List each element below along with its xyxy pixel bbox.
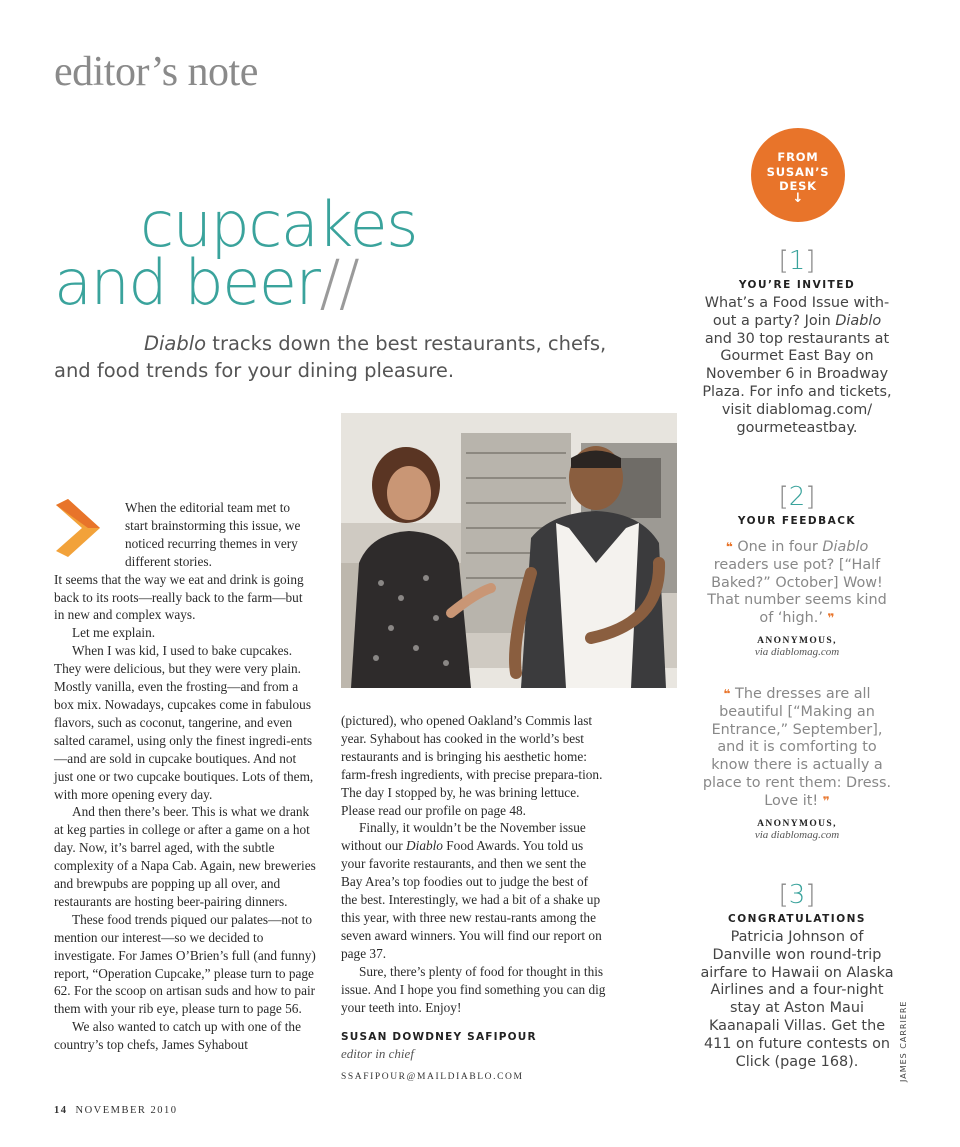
reader-quote-1: ❝ One in four Diablo readers use pot? [“Half Baked?” October] Wow! That number seems kind of ‘high.’ ❞ [707, 539, 887, 627]
sidebar-item-invited [700, 246, 894, 437]
article-lead: When the editorial team met to start brainstorming this issue, we noticed recurring themes in very different stories. [125, 500, 301, 569]
quote-attribution-name: ANONYMOUS, [757, 818, 837, 829]
article-column-1 [54, 499, 316, 1054]
deck-line-1: tracks down the best restaurants, chefs, [206, 332, 607, 355]
sidebar-number-value: 2 [788, 482, 806, 512]
signature-email: SSAFIPOUR@MAILDIABLO.COM [341, 1072, 524, 1082]
sidebar-heading: CONGRATULATIONS [728, 913, 866, 925]
headline-line-2: and beer [54, 246, 320, 319]
article-text: Food Awards. You told us your favorite restaurants, and then we sent the Bay Area’s top foodies out to judge the best of the best. Interestingly, we had a bit of a shake up this year, with three new restau-rants among the seven award winners. You will find our report on page 37. [341, 838, 602, 961]
deck [54, 330, 614, 384]
sidebar-number: [2] [778, 482, 816, 512]
article-paragraph: Sure, there’s plenty of food for thought in this issue. And I hope you find something you can dig your teeth into. Enjoy! [341, 963, 606, 1015]
article-paragraph [341, 819, 607, 962]
sidebar-text: Patricia Johnson of Danville won round-trip airfare to Hawaii on Alaska Airlines and a four-night stay at Aston Maui Kaanapali Villas. Get the 411 on future contests on Click (page 168). [700, 929, 894, 1070]
sidebar-heading: YOU’RE INVITED [738, 279, 856, 291]
sidebar-item-feedback [700, 482, 894, 841]
quote-attribution-source: via diablomag.com [754, 828, 840, 841]
signature-name: SUSAN DOWDNEY SAFIPOUR [341, 1031, 537, 1043]
article-paragraph: Let me explain. [72, 625, 156, 641]
photo-credit: JAMES CARRIERE [899, 1000, 908, 1082]
article-text: Finally, it wouldn’t be the November issue without our [341, 820, 586, 854]
article-paragraph: We also wanted to catch up with one of the country’s top chefs, James Syhabout [54, 1019, 301, 1053]
signature-title: editor in chief [341, 1046, 414, 1061]
badge-line-3: DESK [779, 179, 817, 193]
chef-photo [341, 413, 677, 688]
article-paragraph: When I was kid, I used to bake cupcakes. They were delicious, but they were very plain. Mostly vanilla, even the frosting—and from a box mix. Nowadays, cupcakes come in fabulous flavors, such as coconut, tangerine, and even salted caramel, using only the finest ingredi-ents—and are sold in cupcake boutiques. And not just one or two cupcake boutiques. Lots of them, with more opening every day. [54, 643, 314, 802]
article-column-2 [341, 712, 607, 1016]
deck-magazine-name: Diablo [144, 332, 207, 355]
sidebar-text: What’s a Food Issue with-out a party? Join Diablo and 30 top restaurants at Gourmet East Bay on November 6 in Broadway Plaza. For info and tickets, visit diablomag.com/ gourmeteastbay. [702, 295, 892, 436]
sidebar-number: [1] [778, 246, 816, 276]
folio [54, 1105, 178, 1116]
close-quote-icon: ❞ [822, 793, 830, 808]
down-arrow-icon: ↓ [792, 191, 804, 206]
issue-date: NOVEMBER 2010 [75, 1105, 178, 1116]
open-quote-icon: ❝ [723, 686, 731, 701]
sidebar-item-congratulations [700, 880, 894, 1071]
headline-line-1: cupcakes [140, 188, 417, 261]
quote-attribution-source: via diablomag.com [754, 645, 840, 658]
from-desk-badge [751, 128, 845, 222]
badge-line-1: FROM [777, 150, 819, 164]
deck-line-2: and food trends for your dining pleasure. [54, 359, 455, 382]
sidebar-number: [3] [778, 880, 816, 910]
article-paragraph: It seems that the way we eat and drink is going back to its roots—really back to the farm—but in new and complex ways. [54, 571, 304, 623]
sidebar-heading: YOUR FEEDBACK [737, 515, 857, 527]
page-number: 14 [54, 1105, 68, 1116]
badge-line-2: SUSAN’S [766, 164, 830, 179]
section-title: editor’s note [54, 49, 258, 95]
article-paragraph: And then there’s beer. This is what we drank at keg parties in college or after a game on a hot day. Now, it’s barrel aged, with the subtle complexity of a Napa Cab. Again, new breweries and brewpubs are popping up all over, and restaurants are hosting beer-pairing dinners. [54, 804, 316, 909]
article-text-italic: Diablo [406, 838, 443, 854]
headline-slash: // [319, 246, 359, 319]
open-quote-icon: ❝ [725, 540, 733, 554]
reader-quote-2: ❝ The dresses are all beautiful [“Making an Entrance,” September], and it is comforting to know there is actually a place to rent them: Dress. Love it! ❞ [702, 685, 892, 809]
kitchen-scene-image [341, 413, 677, 688]
article-paragraph: (pictured), who opened Oakland’s Commis last year. Syhabout has cooked in the world’s best restaurants and is bringing his aesthetic home: farm-fresh ingredients, with precise prepara-tion. The day I stopped by, he was brining lettuce. Please read our profile on page 48. [341, 713, 603, 818]
close-quote-icon: ❞ [827, 611, 835, 626]
headline [54, 188, 417, 319]
quote-attribution-name: ANONYMOUS, [757, 635, 837, 646]
sidebar-number-value: 1 [788, 246, 806, 276]
sidebar-number-value: 3 [788, 880, 806, 910]
article-paragraph: These food trends piqued our palates—not to mention our interest—so we decided to investigate. For James O’Brien’s full (and funny) report, “Operation Cupcake,” please turn to page 62. For the scoop on artisan suds and how to pair them with your rib eye, please turn to page 56. [54, 911, 316, 1017]
